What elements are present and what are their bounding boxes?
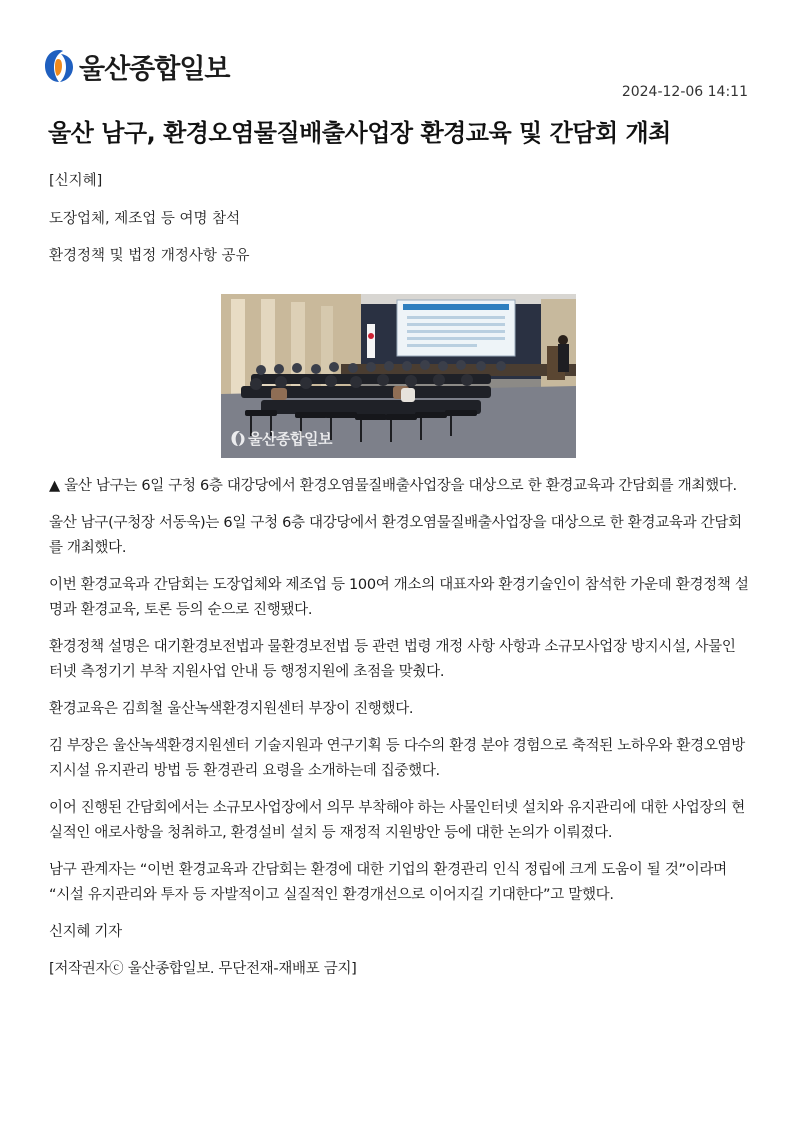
article-paragraph-4: 환경교육은 김희철 울산녹색환경지원센터 부장이 진행했다.	[49, 701, 414, 717]
article-paragraph-6: 이어 진행된 간담회에서는 소규모사업장에서 의무 부착해야 하는 사물인터넷 설치와 유지관리에 대한 사업장의 현실적인 애로사항을 청취하고, 환경설비 설치 등 재정적 지원방안 등에 대한 논의가 이뤄졌다.	[49, 800, 745, 841]
article-byline: [신지혜]	[49, 173, 103, 189]
article-subhead-2: 환경정책 및 법정 개정사항 공유	[49, 248, 250, 264]
article-paragraph-7: 남구 관계자는 “이번 환경교육과 간담회는 환경에 대한 기업의 환경관리 인식 정립에 크게 도움이 될 것”이라며 “시설 유지관리와 투자 등 자발적이고 실질적인 환경개선으로 이어지길 기대한다”고 말했다.	[49, 862, 727, 903]
masthead-logo-text: 울산종합일보	[79, 53, 230, 85]
article-paragraph-3: 환경정책 설명은 대기환경보전법과 물환경보전법 등 관련 법령 개정 사항 사항과 소규모사업장 방지시설, 사물인터넷 측정기기 부착 지원사업 안내 등 행정지원에 초점을 맞췄다.	[49, 639, 736, 680]
article-body	[49, 474, 749, 994]
ulsan-jonghap-logo-icon	[44, 48, 74, 84]
article-subhead-1: 도장업체, 제조업 등 여명 참석	[49, 211, 241, 227]
article-paragraph-1: 울산 남구(구청장 서동욱)는 6일 구청 6층 대강당에서 환경오염물질배출사업장을 대상으로 한 환경교육과 간담회를 개최했다.	[49, 515, 742, 556]
watermark-logo-icon	[231, 430, 245, 447]
article-paragraph-2: 이번 환경교육과 간담회는 도장업체와 제조업 등 100여 개소의 대표자와 환경기술인이 참석한 가운데 환경정책 설명과 환경교육, 토론 등의 순으로 진행됐다.	[49, 577, 749, 618]
article-headline: 울산 남구, 환경오염물질배출사업장 환경교육 및 간담회 개최	[48, 119, 671, 147]
photo-caption: ▲ 울산 남구는 6일 구청 6층 대강당에서 환경오염물질배출사업장을 대상으로 한 환경교육과 간담회를 개최했다.	[49, 478, 737, 494]
masthead[interactable]	[44, 46, 230, 86]
article-copyright: [저작권자ⓒ 울산종합일보. 무단전재-재배포 금지]	[49, 961, 357, 977]
article-datetime: 2024-12-06 14:11	[621, 84, 748, 100]
photo-watermark	[231, 428, 332, 449]
article-paragraph-5: 김 부장은 울산녹색환경지원센터 기술지원과 연구기획 등 다수의 환경 분야 경험으로 축적된 노하우와 환경오염방지시설 유지관리 방법 등 환경관리 요령을 소개하는데 집중했다.	[49, 738, 745, 779]
photo-watermark-text: 울산종합일보	[248, 430, 332, 448]
article-photo	[221, 294, 576, 458]
article-reporter: 신지혜 기자	[49, 924, 122, 940]
